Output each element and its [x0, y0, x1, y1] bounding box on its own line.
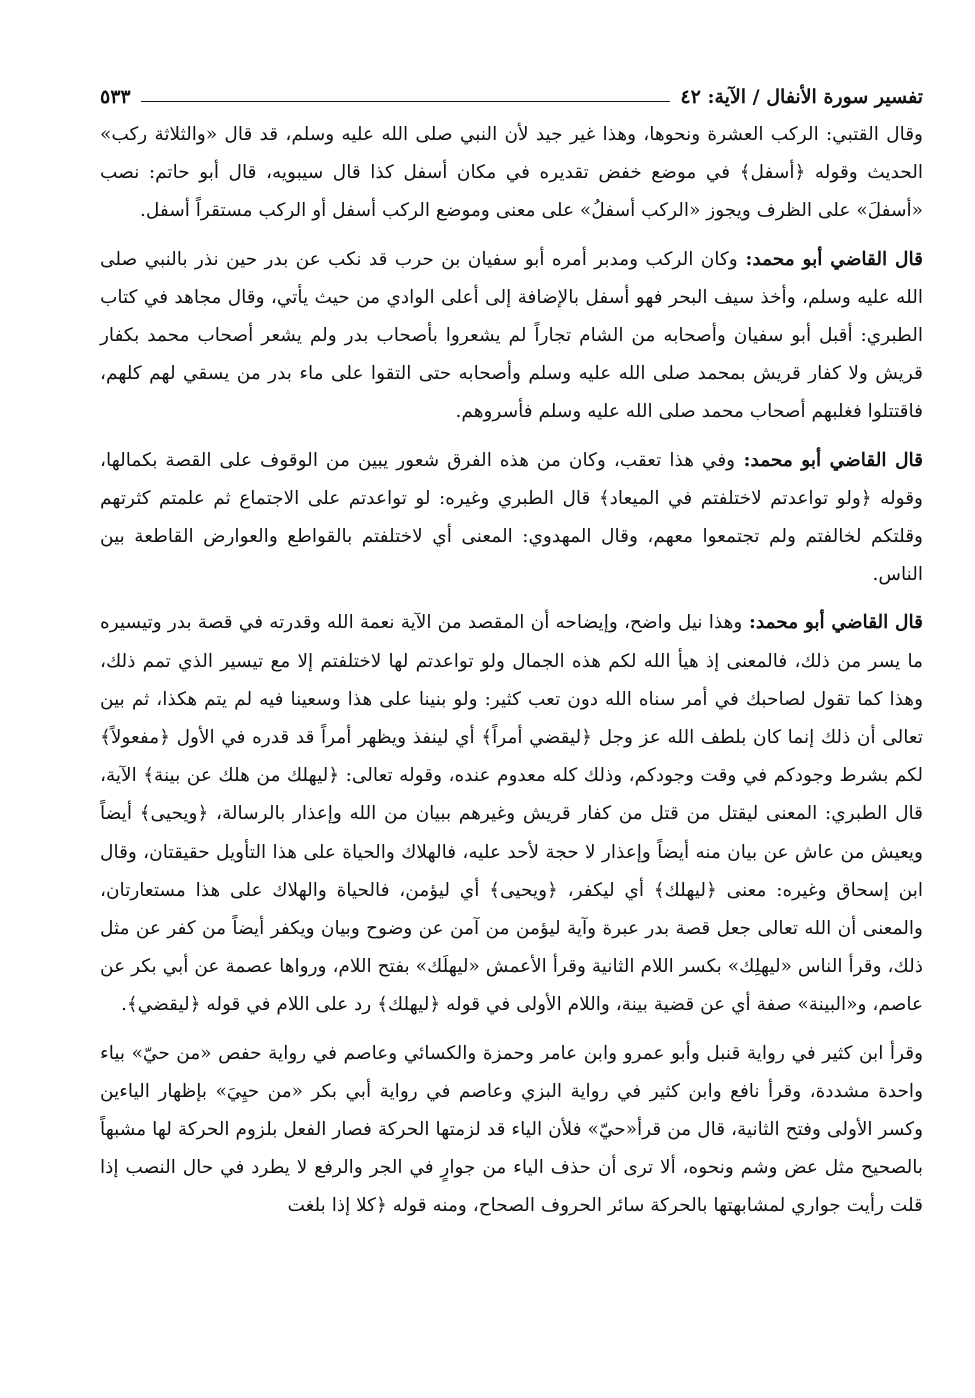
- running-title: تفسير سورة الأنفال / الآية: ٤٢: [680, 86, 923, 108]
- page-number: ٥٣٣: [100, 86, 131, 108]
- paragraph-1: [100, 116, 923, 231]
- paragraph-lead: قال القاضي أبو محمد:: [735, 449, 923, 471]
- paragraph-lead: قال القاضي أبو محمد:: [742, 612, 923, 634]
- paragraph-text: وقرأ ابن كثير في رواية قنبل وأبو عمرو وابن عامر وحمزة والكسائي وعاصم في رواية حفص «من حيّ» بياء واحدة مشددة، وقرأ نافع وابن كثير في رواية البزي وعاصم في رواية أبي بكر «من حيِيَ» بإظهار الياءين وكسر الأولى وفتح الثانية، قال من قرأ«حيّ» فلأن الياء قد لزمتها الحركة فصار الفعل بلزوم الحركة لها مشبهاً بالصحيح مثل عض وشم ونحوه، ألا ترى أن حذف الياء من جوارٍ في الجر والرفع لا يطرد في حال النصب إذا قلت رأيت جواري لمشابهتها بالحركة سائر الحروف الصحاح، ومنه قوله ﴿كلا إذا بلغت: [100, 1042, 923, 1217]
- page-header: [100, 78, 923, 108]
- paragraph-text: وهذا نيل واضح، وإيضاحه أن المقصد من الآية نعمة الله وقدرته في قصة بدر وتيسيره ما يسر من ذلك، فالمعنى إذ هيأ الله لكم هذه الجمال ولو تواعدتم لها لاختلفتم إلا مع تيسير الذي تمم ذلك، وهذا كما تقول لصاحبك في أمر سناه الله دون تعب كثير: ولو بنينا على هذا وسعينا فيه لم يتم هكذا، ثم بين تعالى أن ذلك إنما كان بلطف الله عز وجل ﴿ليقضي أمراً﴾ أي لينفذ ويظهر أمراً قد قدره في الأول ﴿مفعولاً﴾ لكم بشرط وجودكم في وقت وجودكم، وذلك كله معدوم عنده، وقوله تعالى: ﴿ليهلك من هلك عن بينة﴾ الآية، قال الطبري: المعنى ليقتل من قتل من كفار قريش وغيرهم ببيان من الله وإعذار بالرسالة، ﴿ويحيى﴾ أيضاً ويعيش من عاش عن بيان منه أيضاً وإعذار لا حجة لأحد عليه، فالهلاك والحياة على هذا التأويل حقيقتان، وقال ابن إسحاق وغيره: معنى ﴿ليهلك﴾ أي ليكفر، ﴿ويحيى﴾ أي ليؤمن، فالحياة والهلاك على هذا مستعارتان، والمعنى أن الله تعالى جعل قصة بدر عبرة وآية ليؤمن من آمن عن وضوح وبيان ويكفر أيضاً من كفر عن مثل ذلك، وقرأ الناس «ليهلِك» بكسر اللام الثانية وقرأ الأعمش «ليهلَك» بفتح اللام، ورواها عصمة عن أبي بكر عن عاصم، و«البينة» صفة أي عن قضية بينة، واللام الأولى في قوله ﴿ليهلك﴾ رد على اللام في قوله ﴿ليقضي﴾.: [100, 612, 923, 1016]
- paragraph-3: [100, 442, 923, 595]
- paragraph-text: وقال القتبي: الركب العشرة ونحوها، وهذا غير جيد لأن النبي صلى الله عليه وسلم، قد قال «والثلاثة ركب» الحديث وقوله ﴿أسفل﴾ في موضع خفض تقديره في مكان أسفل كذا قال سيبويه، قال أبو حاتم: نصب «أسفلَ» على الظرف ويجوز «الركب أسفلُ» على معنى وموضع الركب أسفل أو الركب مستقراً أسفل.: [100, 124, 923, 222]
- paragraph-2: [100, 241, 923, 432]
- paragraph-text: وكان الركب ومدبر أمره أبو سفيان بن حرب قد نكب عن بدر حين نذر بالنبي صلى الله عليه وسلم، وأخذ سيف البحر فهو أسفل بالإضافة إلى أعلى الوادي من حيث يأتي، وقال مجاهد في كتاب الطبري: أقبل أبو سفيان وأصحابه من الشام تجاراً لم يشعروا بأصحاب بدر ولم يشعر أصحاب محمد بكفار قريش ولا كفار قريش بمحمد صلى الله عليه وسلم وأصحابه حتى التقوا على ماء بدر من يسقي لهم كلهم، فاقتتلوا فغلبهم أصحاب محمد صلى الله عليه وسلم فأسروهم.: [100, 248, 923, 423]
- header-rule: [141, 101, 671, 102]
- paragraph-4: [100, 604, 923, 1024]
- page-body: [100, 116, 923, 1226]
- paragraph-lead: قال القاضي أبو محمد:: [737, 248, 923, 270]
- paragraph-text: وفي هذا تعقب، وكان من هذه الفرق شعور يبين من الوقوف على القصة بكمالها، وقوله ﴿ولو تواعدتم لاختلفتم في الميعاد﴾ قال الطبري وغيره: لو تواعدتم على الاجتماع ثم علمتم كثرتهم وقلتكم لخالفتم ولم تجتمعوا معهم، وقال المهدوي: المعنى أي لاختلفتم بالقواطع والعوارض القاطعة بين الناس.: [100, 449, 923, 586]
- paragraph-5: [100, 1035, 923, 1226]
